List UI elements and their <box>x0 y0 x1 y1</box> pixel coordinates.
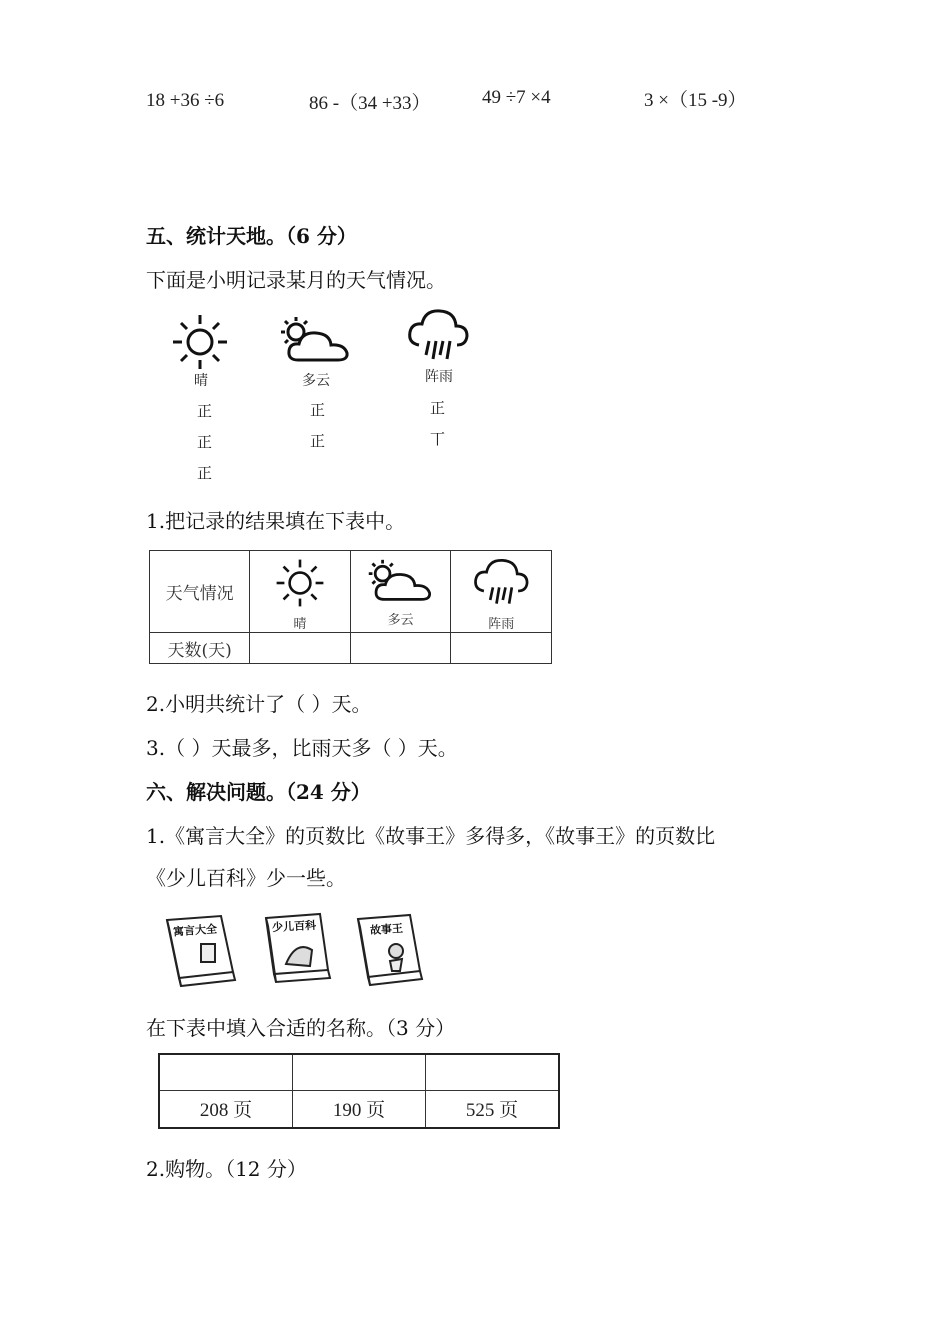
sunny-label: 晴 <box>194 373 208 389</box>
table-header-days <box>150 633 250 664</box>
tally-mark: 正 <box>197 464 213 482</box>
sun-icon <box>274 557 326 613</box>
book-fables <box>163 912 238 990</box>
rain-icon <box>471 555 531 613</box>
book-title-stories: 故事王 <box>369 921 404 938</box>
section6-question-2: 2.购物。（12 分） <box>146 1157 307 1181</box>
section6-question-1-line-1: 1.《寓言大全》的页数比《故事王》多得多，《故事王》的页数比 <box>146 824 716 848</box>
book-title-encyclopedia: 少儿百科 <box>271 918 317 935</box>
tally-mark: 丅 <box>430 430 446 448</box>
section5-question-1: 1.把记录的结果填在下表中。 <box>146 509 406 533</box>
expression-1: 18 +36 ÷6 <box>146 90 225 111</box>
pages-value-1: 208 页 <box>199 1100 253 1122</box>
weather-table <box>149 550 552 664</box>
partly-cloudy-icon <box>366 557 436 609</box>
section6-heading: 六、解决问题。（24 分） <box>146 780 371 804</box>
pages-cell-2 <box>293 1090 426 1128</box>
answer-cell-cloudy[interactable] <box>350 633 451 664</box>
expression-2: 86 -（34 +33） <box>309 93 431 114</box>
expression-3: 49 ÷7 ×4 <box>482 87 551 108</box>
section6-question-1-line-2: 《少儿百科》少一些。 <box>146 866 346 890</box>
pages-cell-3 <box>426 1090 560 1128</box>
tally-mark: 正 <box>430 399 446 417</box>
partly-cloudy-icon <box>278 314 354 366</box>
tally-mark: 正 <box>310 401 326 419</box>
section5-intro: 下面是小明记录某月的天气情况。 <box>146 268 446 292</box>
tally-mark: 正 <box>197 402 213 420</box>
tally-mark: 正 <box>310 432 326 450</box>
table-cell-cloudy <box>350 551 451 633</box>
pages-value-3: 525 页 <box>465 1100 519 1122</box>
name-cell-2[interactable] <box>293 1054 426 1090</box>
book-stories <box>354 911 429 989</box>
pages-table <box>158 1053 560 1129</box>
row-label-weather: 天气情况 <box>165 584 234 604</box>
col-label-sunny: 晴 <box>293 617 307 632</box>
section5-question-2: 2.小明共统计了（ ）天。 <box>146 692 372 716</box>
table-cell-shower <box>451 551 552 633</box>
shower-label: 阵雨 <box>425 369 453 385</box>
expression-4: 3 ×（15 -9） <box>644 90 747 111</box>
table-cell-sunny <box>250 551 350 633</box>
name-cell-1[interactable] <box>159 1054 293 1090</box>
pages-cell-1 <box>159 1090 293 1128</box>
section5-heading: 五、统计天地。（6 分） <box>146 224 357 248</box>
answer-cell-shower[interactable] <box>451 633 552 664</box>
rain-icon <box>405 305 471 365</box>
pages-value-2: 190 页 <box>332 1100 386 1122</box>
name-cell-3[interactable] <box>426 1054 560 1090</box>
fill-table-prompt: 在下表中填入合适的名称。（3 分） <box>146 1016 456 1040</box>
sun-icon <box>170 312 230 372</box>
section5-question-3: 3.（ ）天最多，比雨天多（ ）天。 <box>146 736 458 760</box>
row-label-days: 天数(天) <box>167 640 232 661</box>
col-label-shower: 阵雨 <box>488 617 515 632</box>
answer-cell-sunny[interactable] <box>250 633 350 664</box>
tally-mark: 正 <box>197 433 213 451</box>
book-encyclopedia <box>262 910 337 988</box>
cloudy-label: 多云 <box>302 373 330 389</box>
table-header-weather <box>150 551 250 633</box>
col-label-cloudy: 多云 <box>387 613 414 628</box>
book-title-fables: 寓言大全 <box>172 922 218 939</box>
